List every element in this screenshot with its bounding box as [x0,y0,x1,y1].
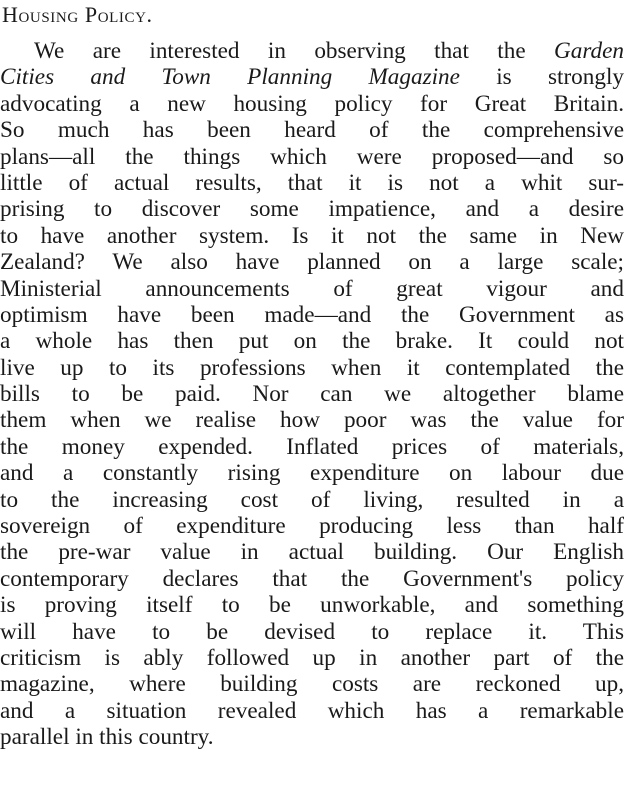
paragraph-line: to the increasing cost of living, resulted in a [0,486,624,513]
line-text: We are interested in observing that the [34,38,555,64]
paragraph-line: magazine, where building costs are reckoned up, [0,671,624,698]
line-text: is strongly [459,64,624,91]
paragraph-line: contemporary declares that the Government's policy [0,565,624,592]
paragraph-line: criticism is ably followed up in another part of the [0,644,624,671]
article-heading: Housing Policy. [2,2,153,27]
paragraph-line: and a situation revealed which has a remarkable [0,697,624,724]
paragraph-line: to have another system. Is it not the same in New [0,222,624,249]
paragraph-line: and a constantly rising expenditure on labour due [0,460,624,487]
paragraph-line [0,38,624,64]
paragraph-line [0,64,624,90]
paragraph-line: a whole has then put on the brake. It could not [0,328,624,355]
paragraph-line: plans—all the things which were proposed—and so [0,143,624,170]
paragraph-line: advocating a new housing policy for Great Britain. [0,90,624,117]
article-body [0,38,624,751]
paragraph-line: little of actual results, that it is not a whit sur- [0,169,624,196]
paragraph-line: them when we realise how poor was the value for [0,407,624,434]
magazine-title-text: Cities and Town Planning Magazine [0,64,460,91]
paragraph-line: will have to be devised to replace it. This [0,618,624,645]
paragraph-line: Zealand? We also have planned on a large scale; [0,249,624,276]
paragraph-line: parallel in this country. [0,724,214,751]
paragraph-line: the money expended. Inflated prices of materials, [0,433,624,460]
magazine-title-text: Garden [554,38,624,64]
paragraph-line: bills to be paid. Nor can we altogether blame [0,381,624,408]
paragraph-line: live up to its professions when it contemplated the [0,354,624,381]
paragraph-line: Ministerial announcements of great vigour and [0,275,624,302]
paragraph-line: So much has been heard of the comprehensive [0,117,624,144]
paragraph-line: the pre-war value in actual building. Our English [0,539,624,566]
paragraph-line: prising to discover some impatience, and a desire [0,196,624,223]
paragraph-line: sovereign of expenditure producing less than half [0,513,624,540]
paragraph-line: is proving itself to be unworkable, and something [0,592,624,619]
paragraph-line: optimism have been made—and the Government as [0,301,624,328]
